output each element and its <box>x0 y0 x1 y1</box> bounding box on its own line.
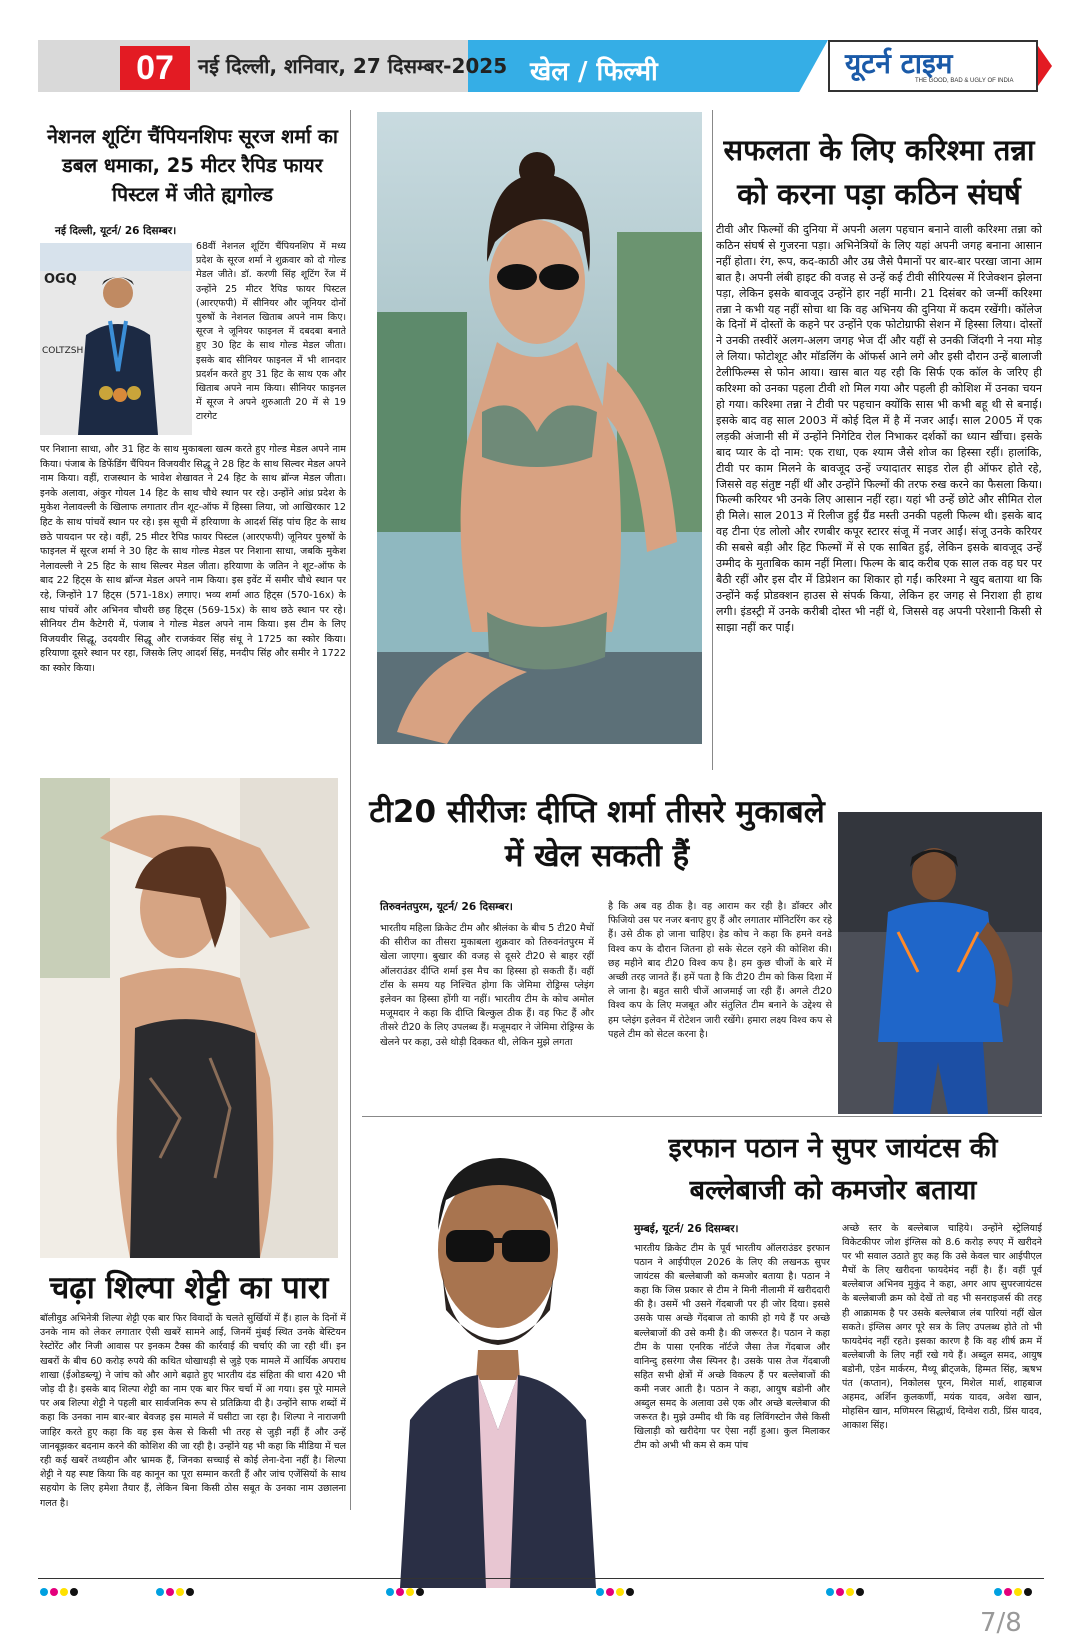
board-text: COLTZSH <box>42 346 84 356</box>
section-rule <box>362 1116 1042 1117</box>
shooting-body: पर निशाना साधा, और 31 हिट के साथ मुकाबला खत्म करते हुए गोल्ड मेडल अपने नाम किया। पंजाब के डिफेंडिंग चैंपियन विजयवीर सिद्धू ने 28 हिट के साथ सिल्वर मेडल अपने नाम किया। वहीं, राजस्थान के भावेश शेखावत ने 24 हिट के साथ ब्रॉन्ज मेडल जीता। इनके अलावा, अंकुर गोयल 14 हिट के साथ चौथे स्थान पर रहे। उन्होंने आंध्र प्रदेश के मुकेश नेलावल्ली के खिलाफ लगातार तीन शूट-ऑफ में हिस्सा लिया, जो आखिरकार 12 हिट के साथ पांचवें स्थान पर रहे। इस सूची में हरियाणा के आदर्श सिंह पांच हिट के साथ छठे पायदान पर रहे। वहीं, 25 मीटर रैपिड फायर पिस्टल (आरएफपी) जूनियर पुरुषों के फाइनल में सूरज शर्मा ने 30 हिट के साथ गोल्ड मेडल पर निशाना साधा, जबकि मुकेश नेलावल्ली ने 25 हिट के साथ सिल्वर मेडल जीता। हरियाणा के जतिन ने शूट-ऑफ के बाद 22 हिट्स के साथ ब्रॉन्ज मेडल अपने नाम किया। इस इवेंट में समीर चौथे स्थान पर रहे, जिन्होंने 17 हिट्स (571-18x) लगाए। भव्य शर्मा आठ हिट्स (570-16x) के साथ पांचवें और अभिनव चौधरी छह हिट्स (569-15x) के साथ छठे स्थान पर रहे। सीनियर टीम कैटेगरी में, पंजाब ने गोल्ड मेडल अपने नाम किया। इस टीम के लिए विजयवीर सिद्धू, उदयवीर सिद्धू और राजकंवर सिंह संधू ने 1725 का स्कोर किया। हरियाणा दूसरे स्थान पर रहा, जिसके लिए आदर्श सिंह, मनदीप सिंह और समीर ने 1722 का स्कोर किया। <box>40 444 346 674</box>
deepti-photo <box>838 812 1042 1114</box>
shilpa-body: बॉलीवुड अभिनेत्री शिल्पा शेट्टी एक बार फिर विवादों के चलते सुर्खियों में हैं। हाल के दिनों में उनके नाम को लेकर लगातार ऐसी खबरें सामने आईं, जिनमें मुंबई स्थित उनके बेस्टियन रेस्टोरेंट और निजी आवास पर इनकम टैक्स की कार्रवाई की चर्चाएं की जा रही थीं। इन खबरों के बीच 60 करोड़ रुपये की कथित धोखाधड़ी से जुड़े एक मामले में आर्थिक अपराध शाखा (ईओडब्ल्यू) ने जांच को और आगे बढ़ाते हुए भारतीय दंड संहिता की धारा 420 भी जोड़ दी है। इसके बाद शिल्पा शेट्टी का नाम एक बार फिर चर्चा में आ गया। इस पूरे मामले पर अब शिल्पा शेट्टी ने पहली बार सार्वजनिक रूप से प्रतिक्रिया दी है। उन्होंने साफ शब्दों में कहा कि उनका नाम बार-बार बेवजह इस मामले में घसीटा जा रहा है। शिल्पा ने नाराजगी जाहिर करते हुए कहा कि वह इस केस से किसी भी तरह से जुड़ी नहीं हैं और उन्हें जानबूझकर बदनाम करने की कोशिश की जा रही है। उन्होंने यह भी कहा कि मीडिया में चल रही कई खबरें तथ्यहीन और भ्रामक हैं, जिनका सच्चाई से कोई लेना-देना नहीं है। शिल्पा शेट्टी ने यह स्पष्ट किया कि वह कानून का पूरा सम्मान करती हैं और जांच एजेंसियों के साथ सहयोग के लिए हमेशा तैयार हैं, लेकिन बिना किसी ठोस सबूत के उनका नाम उछालना गलत है। <box>40 1313 346 1509</box>
irfan-photo <box>380 1130 616 1588</box>
page-number: 07 <box>120 46 190 90</box>
page-indicator: 7/8 <box>980 1608 1022 1638</box>
deepti-dateline: तिरुवनंतपुरम, यूटर्न/ 26 दिसम्बर। <box>380 901 513 913</box>
karishma-headline: सफलता के लिए करिश्मा तन्ना को करना पड़ा कठिन संघर्ष <box>723 133 1035 211</box>
registration-marks <box>38 1584 1044 1598</box>
deepti-headline: टी20 सीरीजः दीप्ति शर्मा तीसरे मुकाबले में खेल सकती हैं <box>369 794 825 874</box>
issue-date: नई दिल्ली, शनिवार, 27 दिसम्बर-2025 <box>198 54 508 78</box>
section-title: खेल / फिल्मी <box>530 57 658 87</box>
irfan-dateline: मुम्बई, यूटर्न/ 26 दिसम्बर। <box>634 1223 739 1235</box>
karishma-body: टीवी और फिल्मों की दुनिया में अपनी अलग पहचान बनाने वाली करिश्मा तन्ना को कठिन संघर्ष से गुजरना पड़ा। अभिनेत्रियों के लिए यहां अपनी जगह बनाना आसान नहीं होता। रंग, रूप, कद-काठी और उम्र जैसे पैमानों पर बार-बार परखा जाना आम बात है। अपनी लंबी हाइट की वजह से उन्हें कई टीवी सीरियल्स में रिजेक्शन झेलना पड़ा, लेकिन इसके बावजूद उन्होंने हार नहीं मानी। 21 दिसंबर को जन्मीं करिश्मा तन्ना ने कभी यह नहीं सोचा था कि वह अभिनय की दुनिया में कदम रखेंगी। कॉलेज के दिनों में दोस्तों के कहने पर उन्होंने एक फोटोग्राफी सेशन में हिस्सा लिया। दोस्तों ने उनकी तस्वीरें अलग-अलग जगह भेज दीं और यहीं से उनकी जिंदगी ने नया मोड़ ले लिया। फोटोशूट और मॉडलिंग के ऑफर्स आने लगे और इसी दौरान उन्हें बालाजी टेलीफिल्म्स से फोन आया। खास बात यह रही कि सिर्फ एक कॉल के जरिए ही करिश्मा को उनका पहला टीवी शो मिल गया और पहली ही कोशिश में उनका चयन हो गया। करिश्मा तन्ना ने टीवी पर पहचान क्योंकि सास भी कभी बहू थी से बनाई। इसके बाद वह साल 2003 में कोई दिल में है में नजर आईं। साल 2005 में एक लड़की अंजानी सी में उन्होंने निगेटिव रोल निभाकर दर्शकों का ध्यान खींचा। इसके बाद प्यार के दो नाम: एक राधा, एक श्याम जैसे शोज का हिस्सा रहीं। हालांकि, टीवी पर काम मिलने के बावजूद उन्हें ज्यादातर साइड रोल ही ऑफर होते रहे, जिससे वह संतुष्ट नहीं थीं और उन्होंने फिल्मों की तरफ रुख करने का फैसला किया। फिल्मी करियर भी उनके लिए आसान नहीं रहा। यहां भी उन्हें छोटे और सीमित रोल ही मिले। साल 2013 में रिलीज हुई ग्रैंड मस्ती उनकी पहली फिल्म थी। इसके बाद वह टीना एंड लोलो और रणबीर कपूर स्टारर संजू में नजर आईं। संजू उनके करियर की सबसे बड़ी और हिट फिल्मों में से एक साबित हुई, लेकिन इसके बावजूद उन्हें उम्मीद के मुताबिक काम नहीं मिला। फिल्म के बाद करीब एक साल तक वह घर पर बैठी रहीं और इस दौर में डिप्रेशन का शिकार हो गईं। करिश्मा ने खुद बताया था कि उन्होंने कई प्रोडक्शन हाउस से संपर्क किया, लेकिन हर जगह से निराशा ही हाथ लगी। इंडस्ट्री में उनके करीबी दोस्त भी नहीं थे, जिससे वह अपनी परेशानी किसी से साझा नहीं कर पाईं। <box>716 223 1042 634</box>
karishma-photo <box>377 112 702 744</box>
column-rule <box>712 110 713 770</box>
masthead-logo: यूटर्न टाइम <box>845 47 953 80</box>
irfan-headline: इरफान पठान ने सुपर जायंटस की बल्लेबाजी को कमजोर बताया <box>668 1133 998 1206</box>
shooting-dateline: नई दिल्ली, यूटर्न/ 26 दिसम्बर। <box>55 225 177 237</box>
irfan-body-col1: भारतीय क्रिकेट टीम के पूर्व भारतीय ऑलराउंडर इरफान पठान ने आईपीएल 2026 के लिए की लखनऊ सुपर जायंटस की बल्लेबाजी को कमजोर बताया है। पठान ने कहा कि जिस प्रकार से टीम ने मिनी नीलामी में खरीददारी की है। उसमें भी उसने गेंदबाजी पर ही जोर दिया। इससे उसके पास अच्छे गेंदबाज तो काफी हो गये हैं पर अच्छे बल्लेबाजों की उसे कमी है। की जरूरत है। पठान ने कहा टीम के पासा एनरिक नॉर्टजे जैसा तेज गेंदबाज और वानिन्दु हसरंगा जैस स्पिनर है। उसके पास तेज गेंदबाजी सहित सभी क्षेत्रों में अच्छे विकल्प हैं पर बल्लेबाजों की कमी नजर आती है। पठान ने कहा, आयुष बडोनी और अब्दुल समद के अलावा उसे एक और अच्छे बल्लेबाज की जरूरत है। मुझे उम्मीद थी कि वह लिविंगस्टोन जैसे किसी खिलाड़ी को खरीदेगा पर ऐसा नहीं हुआ। कुल मिलाकर टीम को अभी भी कम से कम पांच <box>634 1243 830 1452</box>
shooting-body-side: 68वीं नेशनल शूटिंग चैंपियनशिप में मध्य प्रदेश के सूरज शर्मा ने शुक्रवार को दो गोल्ड मेडल जीते। डॉ. करणी सिंह शूटिंग रेंज में उन्होंने 25 मीटर रैपिड फायर पिस्टल (आरएफपी) में सीनियर और जूनियर दोनों पुरुषों के नेशनल खिताब अपने नाम किए। सूरज ने जूनियर फाइनल में दबदबा बनाते हुए 30 हिट के साथ गोल्ड मेडल जीता। इसके बाद सीनियर फाइनल में भी शानदार प्रदर्शन करते हुए 31 हिट के साथ एक और खिताब अपने नाम किया। सीनियर फाइनल में सूरज ने अपने शुरुआती 20 में से 19 टारगेट <box>196 241 346 423</box>
deepti-body-col1: भारतीय महिला क्रिकेट टीम और श्रीलंका के बीच 5 टी20 मैचों की सीरीज का तीसरा मुकाबला शुक्रवार को तिरुवनंतपुरम में खेला जाएगा। बुखार की वजह से दूसरे टी20 से बाहर रहीं ऑलराउंडर दीप्ति शर्मा इस मैच का हिस्सा हो सकती हैं। वहीं टॉस के समय यह निश्चित होगा कि जेमिमा रोड्रिग्स प्लेइंग इलेवन का हिस्सा होंगी या नहीं। भारतीय टीम के कोच अमोल मजूमदार ने कहा कि दीप्ति बिल्कुल ठीक हैं। वह फिट हैं और तीसरे टी20 के लिए उपलब्ध हैं। मजूमदार ने जेमिमा रोड्रिग्स के खेलने पर कहा, उसे थोड़ी दिक्कत थी, लेकिन मुझे लगता <box>380 923 594 1048</box>
logo-arrow-icon <box>1038 46 1052 86</box>
irfan-body-col2: अच्छे स्तर के बल्लेबाज चाहिये। उन्होंने स्ट्रेलियाई विकेटकीपर जोश इंग्लिस को 8.6 करोड़ रुपए में खरीदने पर भी सवाल उठाते हुए कह कि उसे केवल चार आईपीएल मैचों के लिए खरीदना फायदेमंद नहीं है। हैं। वहीं पूर्व बल्लेबाज अभिनव मुकुंद ने कहा, अगर आप सुपरजायंटस के बल्लेबाजी क्रम को देखें तो वह भी सनराइजर्स की तरह ही आक्रामक है पर उसके बल्लेबाज लंब पारियां नहीं खेल सकते। इंग्लिस अगर पूरे सत्र के लिए उपलब्ध होते तो भी फायदेमंद नहीं रहते। इसका कारण है कि वह शीर्ष क्रम में बल्लेबाजी के लिए नहीं रखे गये हैं। अब्दुल समद, आयुष बडोनी, एडेन मार्करम, मैथ्यू ब्रीट्जके, हिम्मत सिंह, ऋषभ पंत (कप्तान), निकोलस पूरन, मिशेल मार्श, शाहबाज अहमद, अर्शिन कुलकर्णी, मयंक यादव, अवेश खान, मोहसिन खान, मणिमरन सिद्धार्थ, दिग्वेश राठी, प्रिंस यादव, आकाश सिंह। <box>842 1223 1042 1432</box>
shooter-photo <box>40 243 192 435</box>
shooting-headline: नेशनल शूटिंग चैंपियनशिपः सूरज शर्मा का डबल धमाका, 25 मीटर रैपिड फायर पिस्टल में जीते ह्यगोल्ड <box>47 125 338 206</box>
shilpa-photo <box>40 778 338 1258</box>
masthead-tagline: THE GOOD, BAD & UGLY OF INDIA <box>915 78 1014 84</box>
deepti-body-col2: है कि अब वह ठीक है। वह आराम कर रही है। डॉक्टर और फिजियो उस पर नजर बनाए हुए हैं और लगातार मॉनिटरिंग कर रहे हैं। उसे ठीक हो जाना चाहिए। हेड कोच ने कहा कि हमने वनडे विश्व कप के दौरान जितना हो सके सेटल रहने की कोशिश की। छह महीने बाद टी20 विश्व कप है। हम कुछ चीजों के बारे में अच्छी तरह जानते हैं। हमें पता है कि टी20 टीम को किस दिशा में ले जाना है। बहुत सारी चीजें आजमाई जा रही हैं। अगले टी20 विश्व कप के लिए मजबूत और संतुलित टीम बनाने के उद्देश्य से हम प्लेइंग इलेवन में रोटेशन जारी रखेंगे। हमारा लक्ष्य विश्व कप से पहले टीम को सेटल करना है। <box>608 901 832 1040</box>
footer-rule <box>38 1578 1044 1579</box>
shilpa-headline: चढ़ा शिल्पा शेट्टी का पारा <box>49 1270 329 1306</box>
column-rule <box>350 110 351 1510</box>
banner-text: OGQ <box>44 272 77 287</box>
